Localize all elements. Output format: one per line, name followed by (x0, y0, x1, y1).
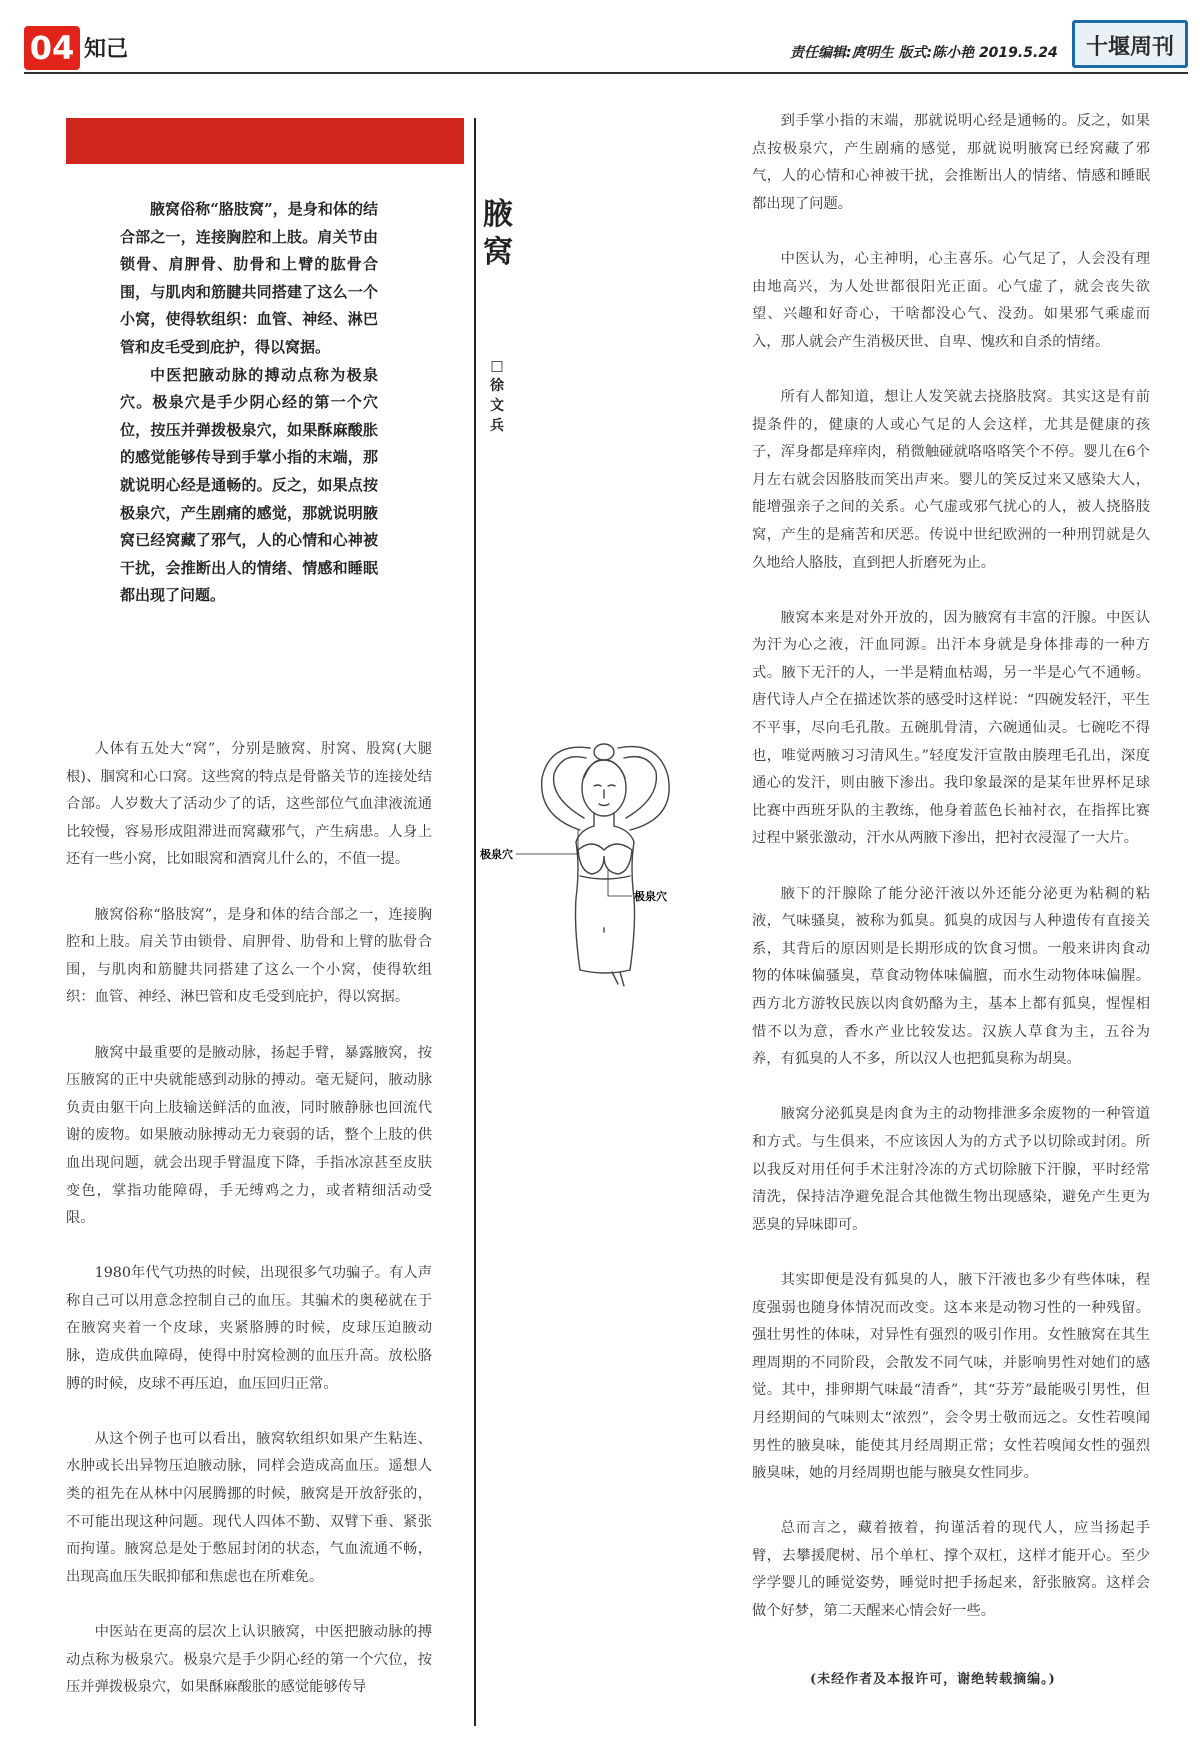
right-column (752, 108, 1150, 1653)
intro-paragraph: 腋窝俗称“胳肢窝”，是身和体的结合部之一，连接胸腔和上肢。肩关节由锁骨、肩胛骨、肋骨和上臂的肱骨合围，与肌肉和筋腱共同搭建了这么一个小窝，使得软组织：血管、神经、淋巴管和皮毛受到庇护，得以窝据。 (120, 200, 378, 356)
acupoint-label-left: 极泉穴 (480, 848, 513, 861)
section-name: 知己 (84, 37, 129, 62)
woman-figure-drawing (480, 738, 704, 988)
body-paragraph: 腋窝俗称“胳肢窝”，是身和体的结合部之一，连接胸腔和上肢。肩关节由锁骨、肩胛骨、肋骨和上臂的肱骨合围，与肌肉和筋腱共同搭建了这么一个小窝，使得软组织：血管、神经、淋巴管和皮毛受到庇护，得以窝据。 (66, 906, 432, 1006)
body-paragraph: 中医认为，心主神明，心主喜乐。心气足了，人会没有理由地高兴，为人处世都很阳光正面。心气虚了，就会丧失欲望、兴趣和好奇心，干啥都没心气、没劲。如果邪气乘虚而入，那人就会产生消极厌世、自卑、愧疚和自杀的情绪。 (752, 250, 1150, 350)
intro-paragraph: 中医把腋动脉的搏动点称为极泉穴。极泉穴是手少阴心经的第一个穴位，按压并弹拨极泉穴，如果酥麻酸胀的感觉能够传导到手掌小指的末端，那就说明心经是通畅的。反之，如果点按极泉穴，产生剧痛的感觉，那就说明腋窝已经窝藏了邪气，人的心情和心神被干扰，会推断出人的情绪、情感和睡眠都出现了问题。 (120, 365, 378, 605)
editor-credits: 责任编辑:庹明生 版式:陈小艳 2019.5.24 (790, 45, 1058, 61)
intro-box (120, 196, 378, 610)
article-author: □徐文兵 (490, 358, 504, 434)
page-number: 04 (24, 26, 80, 70)
body-paragraph: 腋窝分泌狐臭是肉食为主的动物排泄多余废物的一种管道和方式。与生俱来，不应该因人为的方式予以切除或封闭。所以我反对用任何手术注射冷冻的方式切除腋下汗腺，平时经常清洗，保持洁净避免混合其他微生物出现感染，避免产生更为恶臭的异味即可。 (752, 1106, 1150, 1233)
article-title: 腋窝 (483, 197, 513, 270)
body-paragraph: 到手掌小指的末端，那就说明心经是通畅的。反之，如果点按极泉穴，产生剧痛的感觉，那就说明腋窝已经窝藏了邪气，人的心情和心神被干扰，会推断出人的情绪、情感和睡眠都出现了问题。 (752, 113, 1150, 212)
body-paragraph: 中医站在更高的层次上认识腋窝，中医把腋动脉的搏动点称为极泉穴。极泉穴是手少阴心经的第一个穴位，按压并弹拨极泉穴，如果酥麻酸胀的感觉能够传导 (66, 1624, 432, 1696)
body-paragraph: 腋窝中最重要的是腋动脉，扬起手臂，暴露腋窝，按压腋窝的正中央就能感到动脉的搏动。毫无疑问，腋动脉负责由躯干向上肢输送鲜活的血液，同时腋静脉也回流代谢的废物。如果腋动脉搏动无力衰弱的话，整个上肢的供血出现问题，就会出现手臂温度下降，手指冰凉甚至皮肤变色，掌指功能障碍，手无缚鸡之力，或者精细活动受限。 (66, 1044, 432, 1227)
left-column (66, 736, 432, 1729)
newspaper-masthead-logo: 十堰周刊 (1072, 20, 1188, 68)
body-paragraph: 总而言之，藏着掖着，拘谨活着的现代人，应当扬起手臂，去攀援爬树、吊个单杠、撑个双杠，这样才能开心。至少学学婴儿的睡觉姿势，睡觉时把手扬起来，舒张腋窝。这样会做个好梦，第二天醒来心情会好一些。 (752, 1520, 1150, 1620)
body-paragraph: 人体有五处大“窝”，分别是腋窝、肘窝、股窝(大腿根)、腘窝和心口窝。这些窝的特点是骨骼关节的连接处结合部。人岁数大了活动少了的话，这些部位气血津液流通比较慢，容易形成阻滞进而窝藏邪气，产生病患。人身上还有一些小窝，比如眼窝和酒窝儿什么的，不值一提。 (66, 741, 432, 868)
acupoint-illustration (480, 738, 704, 988)
acupoint-label-right: 极泉穴 (634, 890, 667, 903)
column-divider (474, 118, 476, 1726)
body-paragraph: 所有人都知道，想让人发笑就去挠胳肢窝。其实这是有前提条件的，健康的人或心气足的人会这样，尤其是健康的孩子，浑身都是痒痒肉，稍微触碰就咯咯咯笑个不停。婴儿在6个月左右就会因胳肢而笑出声来。婴儿的笑反过来又感染大人，能增强亲子之间的关系。心气虚或邪气扰心的人，被人挠胳肢窝，产生的是痛苦和厌恶。传说中世纪欧洲的一种刑罚就是久久地给人胳肢，直到把人折磨死为止。 (752, 388, 1150, 571)
body-paragraph: 其实即便是没有狐臭的人，腋下汗液也多少有些体味，程度强弱也随身体情况而改变。这本来是动物习性的一种残留。强壮男性的体味，对异性有强烈的吸引作用。女性腋窝在其生理周期的不同阶段，会散发不同气味，并影响男性对她们的感觉。其中，排卵期气味最“清香”，其“芬芳”最能吸引男性，但月经期间的气味则太“浓烈”，会令男士敬而远之。女性若嗅闻男性的腋臭味，能使其月经周期正常；女性若嗅闻女性的强烈腋臭味，她的月经周期也能与腋臭女性同步。 (752, 1271, 1150, 1482)
copyright-note: (未经作者及本报许可，谢绝转载摘编。) (810, 1672, 1056, 1687)
body-paragraph: 腋窝本来是对外开放的，因为腋窝有丰富的汗腺。中医认为汗为心之液，汗血同源。出汗本身就是身体排毒的一种方式。腋下无汗的人，一半是精血枯竭，另一半是心气不通畅。唐代诗人卢仝在描述饮茶的感受时这样说：“四碗发轻汗，平生不平事，尽向毛孔散。五碗肌骨清，六碗通仙灵。七碗吃不得也，唯觉两腋习习清风生。”轻度发汗宣散由腠理毛孔出，深度通心的发汗，则由腋下渗出。我印象最深的是某年世界杯足球比赛中西班牙队的主教练，他身着蓝色长袖衬衣，在指挥比赛过程中紧张激动，汗水从两腋下渗出，把衬衣浸湿了一大片。 (752, 609, 1150, 847)
red-banner (66, 118, 464, 164)
body-paragraph: 腋下的汗腺除了能分泌汗液以外还能分泌更为粘稠的粘液，气味骚臭，被称为狐臭。狐臭的成因与人种遗传有直接关系，其背后的原因则是长期形成的饮食习惯。一般来讲肉食动物的体味偏骚臭，草食动物体味偏膻，而水生动物体味偏腥。西方北方游牧民族以肉食奶酪为主，基本上都有狐臭，惺惺相惜不以为意，香水产业比较发达。汉族人草食为主，五谷为养，有狐臭的人不多，所以汉人也把狐臭称为胡臭。 (752, 885, 1150, 1068)
body-paragraph: 从这个例子也可以看出，腋窝软组织如果产生粘连、水肿或长出异物压迫腋动脉，同样会造成高血压。遥想人类的祖先在从林中闪展腾挪的时候，腋窝是开放舒张的，不可能出现这种问题。现代人四体不勤、双臂下垂、紧张而拘谨。腋窝总是处于憋屈封闭的状态，气血流通不畅，出现高血压失眠抑郁和焦虑也在所难免。 (66, 1430, 432, 1585)
body-paragraph: 1980年代气功热的时候，出现很多气功骗子。有人声称自己可以用意念控制自己的血压。其骗术的奥秘就在于在腋窝夹着一个皮球，夹紧胳膊的时候，皮球压迫腋动脉，造成供血障碍，使得中肘窝检测的血压升高。放松胳膊的时候，皮球不再压迫，血压回归正常。 (66, 1265, 432, 1392)
header-divider (24, 72, 1188, 74)
